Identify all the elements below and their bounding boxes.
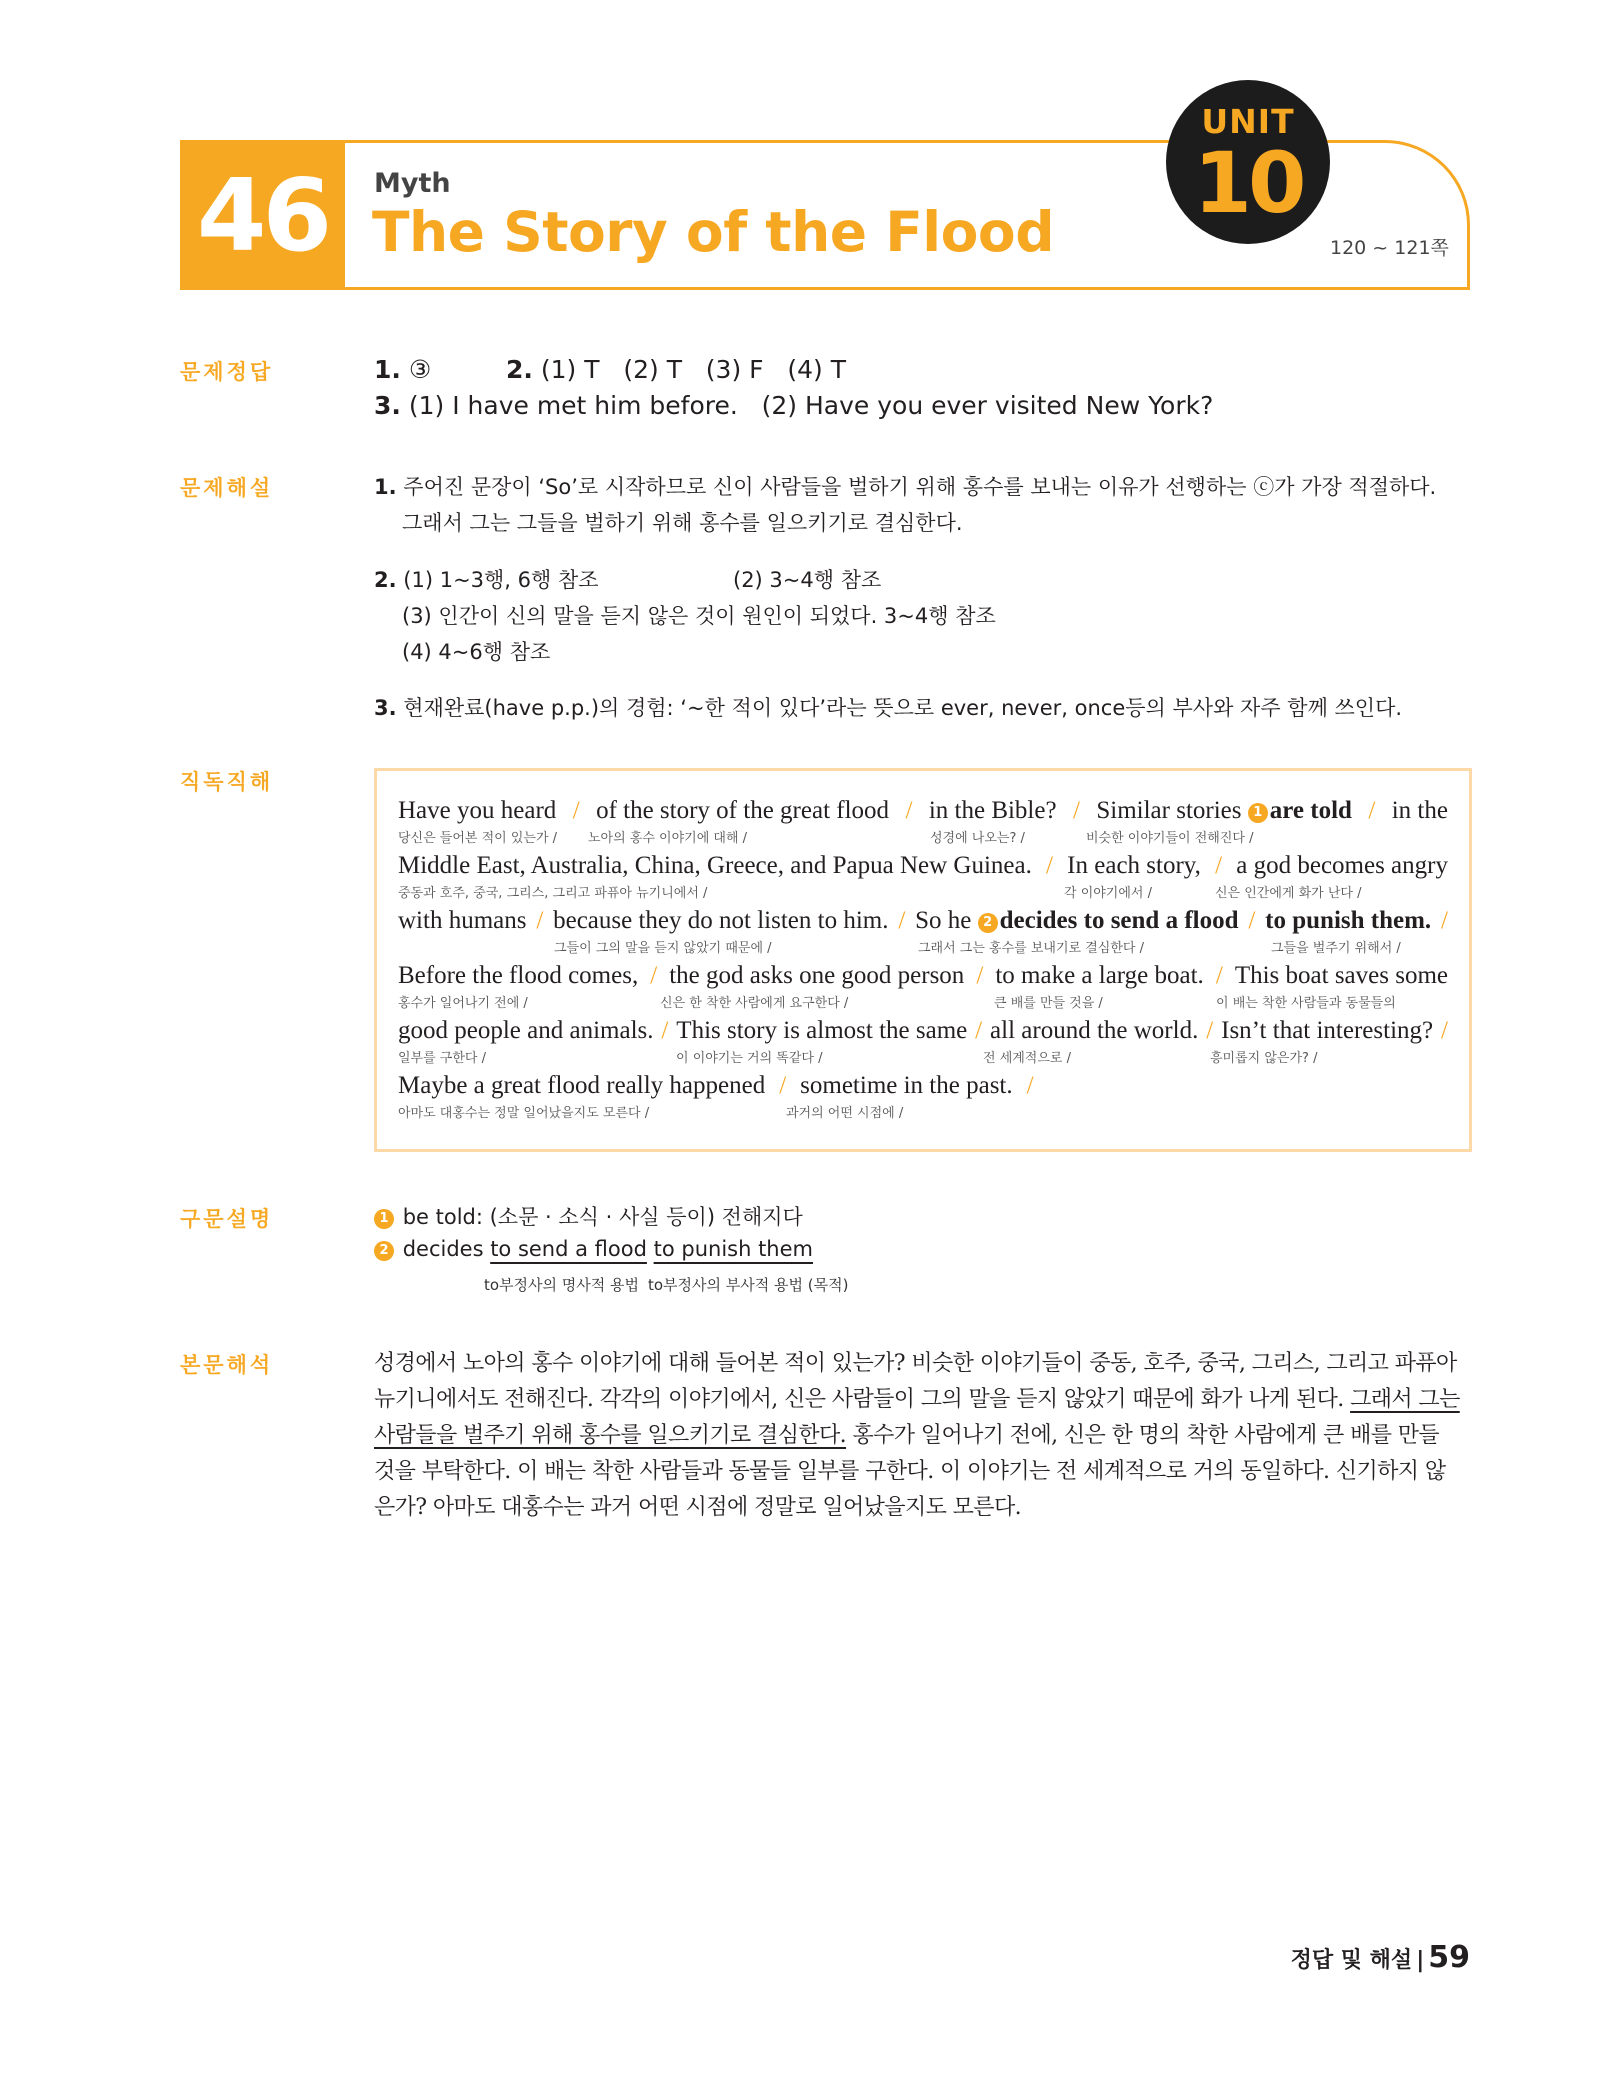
reading-line-4 <box>398 962 1448 1012</box>
reading-gloss: 아마도 대홍수는 정말 일어났을지도 모른다 / <box>398 1106 650 1121</box>
footer-divider: | <box>1416 1948 1425 1973</box>
reading-chunk: of the story of the great flood <box>596 797 890 824</box>
reading-chunk: because they do not listen to him. <box>553 907 889 934</box>
section-label-reading: 직독직해 <box>180 770 274 794</box>
reading-gloss: 그래서 그는 홍수를 보내기로 결심한다 / <box>918 941 1144 956</box>
slash-separator: / <box>975 1017 983 1044</box>
reading-chunk: a god becomes angry <box>1236 852 1448 879</box>
note-marker-1: 1 <box>1248 803 1268 823</box>
slash-separator: / <box>1441 1017 1448 1044</box>
reading-gloss: 흥미롭지 않은가? / <box>1210 1051 1318 1066</box>
explanation-2-line1 <box>374 564 599 594</box>
lesson-number: 46 <box>180 140 345 290</box>
explanation-2c: (3) 인간이 신의 말을 듣지 않은 것이 원인이 되었다. 3~4행 참조 <box>402 604 996 628</box>
translation-line-3 <box>374 1418 1439 1449</box>
page-footer <box>1291 1940 1470 1975</box>
slash-separator: / <box>1206 1017 1214 1044</box>
reading-gloss: 당신은 들어본 적이 있는가 / <box>398 831 558 846</box>
answer-2-num: 2. <box>506 355 533 384</box>
reading-chunk-bold: decides to send a flood <box>999 907 1239 934</box>
reading-gloss: 그들을 벌주기 위해서 / <box>1271 941 1401 956</box>
slash-separator: / <box>1441 907 1448 934</box>
reading-line-2 <box>398 852 1448 902</box>
translation-underlined: 그래서 그는 <box>1350 1387 1460 1412</box>
reading-chunk: in the Bible? <box>928 797 1057 824</box>
reading-chunk: Before the flood comes, <box>398 962 639 989</box>
reading-gloss: 성경에 나오는? / <box>930 831 1025 846</box>
grammar-2-phrase-1: to send a flood <box>490 1237 647 1261</box>
reading-chunk: sometime in the past. <box>800 1072 1013 1099</box>
reading-chunk-bold: to punish them. <box>1265 907 1432 934</box>
grammar-2-space <box>647 1237 654 1261</box>
reading-chunk: Maybe a great flood really happened <box>398 1072 766 1099</box>
reading-chunk: In each story, <box>1067 852 1201 879</box>
reading-chunk: to make a large boat. <box>995 962 1204 989</box>
reading-gloss: 이 배는 착한 사람들과 동물들의 <box>1216 996 1396 1011</box>
slash-separator: / <box>1046 852 1053 879</box>
reading-chunk: This boat saves some <box>1234 962 1448 989</box>
reading-line-1 <box>398 797 1448 847</box>
reading-gloss: 노아의 홍수 이야기에 대해 / <box>588 831 748 846</box>
slash-separator: / <box>905 797 913 824</box>
slash-separator: / <box>572 797 580 824</box>
answer-1 <box>374 355 431 384</box>
reading-chunk: the god asks one good person <box>669 962 965 989</box>
genre-label: Myth <box>374 168 451 199</box>
explanation-2-num: 2. <box>374 568 397 592</box>
reading-gloss: 큰 배를 만들 것을 / <box>994 996 1103 1011</box>
section-label-grammar: 구문설명 <box>180 1207 274 1231</box>
reading-gloss: 일부를 구한다 / <box>398 1051 486 1066</box>
reading-chunk-text: Similar stories <box>1096 797 1242 824</box>
answer-3-text: (1) I have met him before. (2) Have you ever visited New York? <box>408 391 1214 420</box>
note-marker-2: 2 <box>374 1241 394 1261</box>
answer-2 <box>506 355 846 384</box>
reading-line-6 <box>398 1072 1448 1122</box>
explanation-1-num: 1. <box>374 475 397 499</box>
translation-line-4: 것을 부탁한다. 이 배는 착한 사람들과 동물들 일부를 구한다. 이 이야기는 전 세계적으로 거의 동일하다. 신기하지 않 <box>374 1459 1446 1484</box>
slash-separator: / <box>1368 797 1376 824</box>
translation-line-1: 성경에서 노아의 홍수 이야기에 대해 들어본 적이 있는가? 비슷한 이야기들이 중동, 호주, 중국, 그리스, 그리고 파퓨아 <box>374 1351 1457 1376</box>
answer-2-text: (1) T (2) T (3) F (4) T <box>540 355 847 384</box>
reading-chunk-text: So he <box>915 907 972 934</box>
slash-separator: / <box>1248 907 1256 934</box>
section-label-explanation: 문제해설 <box>180 476 274 500</box>
reading-chunk: Middle East, Australia, China, Greece, and Papua New Guinea. <box>398 852 1032 879</box>
section-label-translation: 본문해석 <box>180 1353 274 1377</box>
slash-separator: / <box>661 1017 669 1044</box>
explanation-3-text: 현재완료(have p.p.)의 경험: ‘~한 적이 있다’라는 뜻으로 ever, never, once등의 부사와 자주 함께 쓰인다. <box>403 696 1403 720</box>
explanation-1-line1 <box>374 471 1436 501</box>
reading-gloss: 그들이 그의 말을 듣지 않았기 때문에 / <box>554 941 772 956</box>
answer-3-num: 3. <box>374 391 401 420</box>
explanation-2d: (4) 4~6행 참조 <box>402 640 551 664</box>
slash-separator: / <box>536 907 544 934</box>
explanation-1-text: 주어진 문장이 ‘So’로 시작하므로 신이 사람들을 벌하기 위해 홍수를 보내는 이유가 선행하는 ⓒ가 가장 적절하다. <box>403 475 1437 499</box>
grammar-note-1: to부정사의 명사적 용법 <box>484 1276 640 1294</box>
grammar-2 <box>374 1237 813 1261</box>
answer-3 <box>374 391 1213 420</box>
note-marker-1: 1 <box>374 1209 394 1229</box>
reading-gloss: 과거의 어떤 시점에 / <box>786 1106 904 1121</box>
slash-separator: / <box>650 962 658 989</box>
answer-1-text: ③ <box>408 355 432 384</box>
translation-underlined: 사람들을 벌주기 위해 홍수를 일으키기로 결심한다. <box>374 1423 847 1448</box>
reading-chunk: with humans <box>398 907 527 934</box>
page-number: 59 <box>1428 1940 1470 1975</box>
translation-text: 뉴기니에서도 전해진다. 각각의 이야기에서, 신은 사람들이 그의 말을 듣지 않았기 때문에 화가 나게 된다. <box>374 1387 1351 1412</box>
explanation-2b: (2) 3~4행 참조 <box>733 568 882 592</box>
reading-chunk: Have you heard <box>398 797 557 824</box>
slash-separator: / <box>1073 797 1080 824</box>
grammar-1-text: be told: (소문 · 소식 · 사실 등이) 전해지다 <box>402 1205 803 1229</box>
unit-badge-label: UNIT <box>1201 102 1295 141</box>
unit-badge <box>1166 80 1330 244</box>
translation-line-5: 은가? 아마도 대홍수는 과거 어떤 시점에 정말로 일어났을지도 모른다. <box>374 1495 1021 1520</box>
explanation-1-line2: 그래서 그는 그들을 벌하기 위해 홍수를 일으키기로 결심한다. <box>402 511 963 535</box>
reading-gloss: 신은 인간에게 화가 난다 / <box>1215 886 1362 901</box>
reading-chunk: in the <box>1391 797 1448 824</box>
page-range: 120 ~ 121쪽 <box>1330 237 1449 259</box>
slash-separator: / <box>1215 962 1223 989</box>
slash-separator: / <box>779 1072 787 1099</box>
footer-label: 정답 및 해설 <box>1290 1948 1413 1973</box>
reading-gloss: 전 세계적으로 / <box>983 1051 1071 1066</box>
grammar-2-verb: decides <box>402 1237 491 1261</box>
unit-badge-number: 10 <box>1193 134 1303 232</box>
grammar-2-phrase-2: to punish them <box>653 1237 813 1261</box>
grammar-1 <box>374 1201 803 1231</box>
explanation-3-num: 3. <box>374 696 397 720</box>
reading-line-5 <box>398 1017 1448 1067</box>
translation-text: 홍수가 일어나기 전에, 신은 한 명의 착한 사람에게 큰 배를 만들 <box>846 1423 1440 1448</box>
reading-chunk: Isn’t that interesting? <box>1221 1017 1434 1044</box>
reading-chunk <box>915 907 1238 937</box>
slash-separator: / <box>976 962 984 989</box>
reading-gloss: 중동과 호주, 중국, 그리스, 그리고 파퓨아 뉴기니에서 / <box>398 886 708 901</box>
slash-separator: / <box>898 907 906 934</box>
reading-chunk-bold: are told <box>1269 797 1352 824</box>
reading-gloss: 비슷한 이야기들이 전해진다 / <box>1086 831 1254 846</box>
explanation-2a: (1) 1~3행, 6행 참조 <box>403 568 599 592</box>
reading-chunk: good people and animals. <box>398 1017 654 1044</box>
slash-separator: / <box>1215 852 1223 879</box>
page-title: The Story of the Flood <box>372 200 1055 264</box>
answer-1-num: 1. <box>374 355 401 384</box>
slash-separator: / <box>1026 1072 1034 1099</box>
grammar-note-2: to부정사의 부사적 용법 (목적) <box>648 1276 849 1294</box>
reading-chunk: This story is almost the same <box>676 1017 968 1044</box>
reading-chunk: all around the world. <box>990 1017 1199 1044</box>
reading-gloss: 홍수가 일어나기 전에 / <box>398 996 528 1011</box>
translation-line-2 <box>374 1382 1460 1413</box>
reading-gloss: 이 이야기는 거의 똑같다 / <box>676 1051 823 1066</box>
note-marker-2: 2 <box>978 913 998 933</box>
reading-chunk <box>1096 797 1352 827</box>
reading-gloss: 신은 한 착한 사람에게 요구한다 / <box>660 996 849 1011</box>
section-label-answers: 문제정답 <box>180 360 274 384</box>
explanation-3 <box>374 692 1402 722</box>
reading-gloss: 각 이야기에서 / <box>1064 886 1152 901</box>
reading-line-3 <box>398 907 1448 957</box>
